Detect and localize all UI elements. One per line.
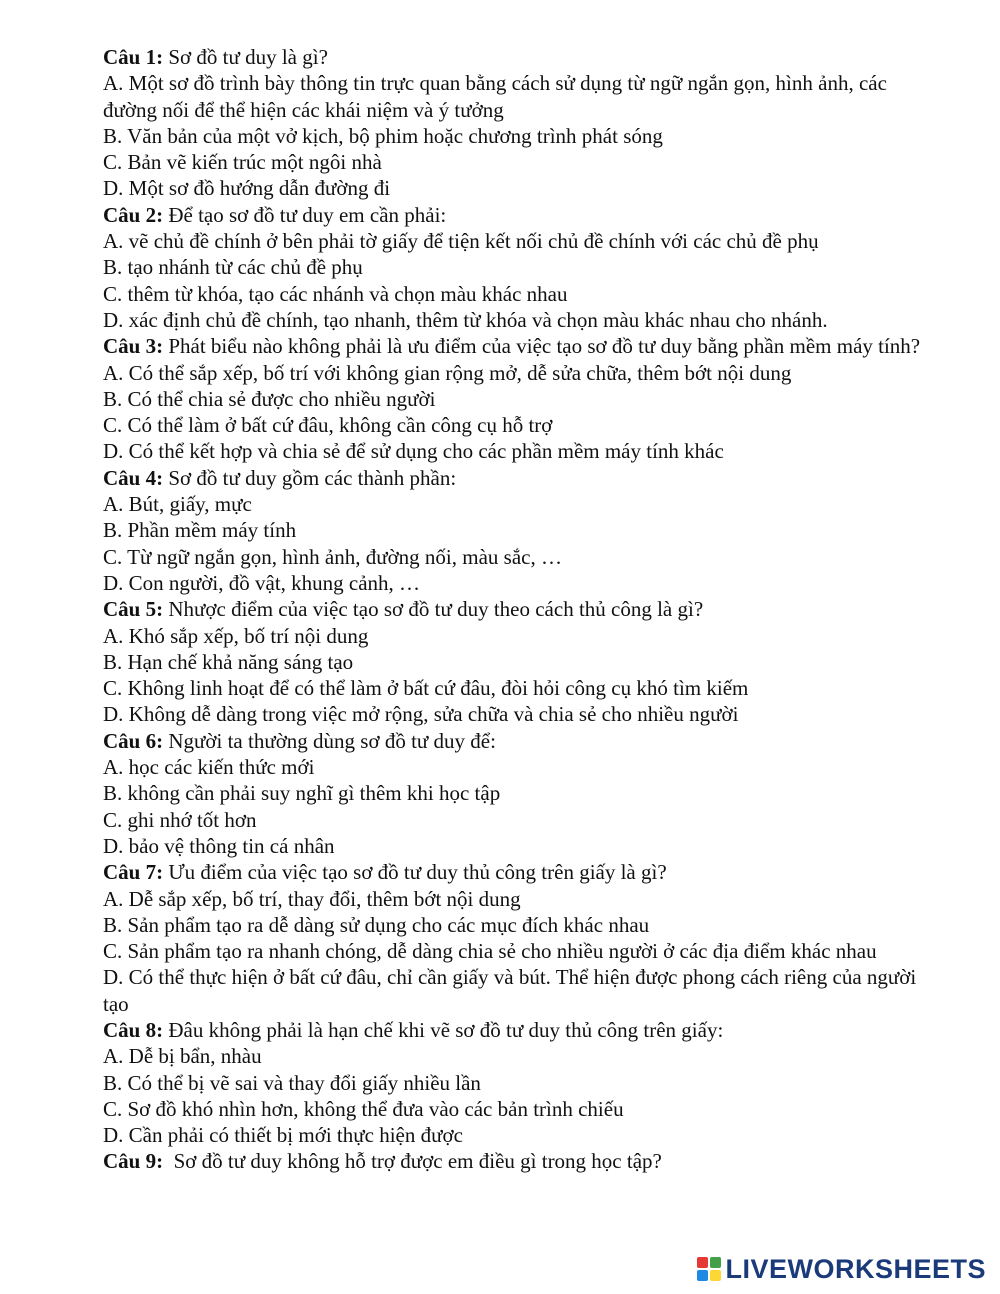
question-label: Câu 6:	[103, 728, 164, 753]
answer-option: D. Có thể kết hợp và chia sẻ để sử dụng cho các phần mềm máy tính khác	[103, 439, 724, 464]
answer-option: D. Cần phải có thiết bị mới thực hiện được	[103, 1123, 463, 1148]
answer-option: A. Dễ sắp xếp, bố trí, thay đổi, thêm bớt nội dung	[103, 886, 521, 911]
question-text: Để tạo sơ đồ tư duy em cần phải:	[163, 202, 447, 227]
answer-option: A. Bút, giấy, mực	[103, 492, 252, 517]
question-label: Câu 3:	[103, 334, 164, 359]
question-text: Sơ đồ tư duy là gì?	[163, 45, 328, 69]
answer-option: D. Không dễ dàng trong việc mở rộng, sửa chữa và chia sẻ cho nhiều người	[103, 702, 739, 727]
answer-option: D. bảo vệ thông tin cá nhân	[103, 833, 335, 858]
answer-option: D. Một sơ đồ hướng dẫn đường đi	[103, 176, 391, 201]
logo-square	[697, 1270, 708, 1281]
answer-option: C. Có thể làm ở bất cứ đâu, không cần công cụ hỗ trợ	[103, 413, 553, 438]
answer-option: C. Sản phẩm tạo ra nhanh chóng, dễ dàng chia sẻ cho nhiều người ở các địa điểm khác nhau	[103, 939, 877, 964]
answer-option: A. Một sơ đồ trình bày thông tin trực quan bằng cách sử dụng từ ngữ ngắn gọn, hình ảnh, các đường nối để thể hiện các khái niệm và ý tưởng	[103, 71, 887, 122]
answer-option: C. ghi nhớ tốt hơn	[103, 807, 257, 832]
answer-option: C. Không linh hoạt để có thể làm ở bất cứ đâu, đòi hỏi công cụ khó tìm kiếm	[103, 676, 749, 701]
answer-option: D. Có thể thực hiện ở bất cứ đâu, chỉ cần giấy và bút. Thể hiện được phong cách riêng của người tạo	[103, 965, 917, 1016]
answer-option: B. Hạn chế khả năng sáng tạo	[103, 649, 354, 674]
answer-option: D. xác định chủ đề chính, tạo nhanh, thêm từ khóa và chọn màu khác nhau cho nhánh.	[103, 307, 828, 332]
answer-option: C. Sơ đồ khó nhìn hơn, không thể đưa vào các bản trình chiếu	[103, 1096, 624, 1121]
logo-grid-icon	[697, 1257, 721, 1281]
question-label: Câu 2:	[103, 202, 164, 227]
answer-option: A. vẽ chủ đề chính ở bên phải tờ giấy để tiện kết nối chủ đề chính với các chủ đề phụ	[103, 229, 819, 254]
liveworksheets-logo	[697, 1252, 986, 1286]
answer-option: B. Có thể chia sẻ được cho nhiều người	[103, 386, 436, 411]
question-label: Câu 9:	[103, 1149, 164, 1174]
answer-option: A. Khó sắp xếp, bố trí nội dung	[103, 623, 369, 648]
logo-square	[710, 1270, 721, 1281]
question-label: Câu 5:	[103, 597, 164, 622]
question-label: Câu 7:	[103, 860, 164, 885]
question-label: Câu 1:	[103, 45, 164, 69]
question-7	[103, 859, 933, 885]
question-label: Câu 4:	[103, 465, 164, 490]
question-text: Ưu điểm của việc tạo sơ đồ tư duy thủ công trên giấy là gì?	[163, 860, 667, 885]
answer-option: C. Từ ngữ ngắn gọn, hình ảnh, đường nối, màu sắc, …	[103, 544, 562, 569]
question-1	[103, 44, 933, 70]
answer-option: B. Phần mềm máy tính	[103, 518, 297, 543]
question-5	[103, 596, 933, 622]
question-8	[103, 1017, 933, 1043]
question-text: Phát biểu nào không phải là ưu điểm của việc tạo sơ đồ tư duy bằng phần mềm máy tính?	[163, 334, 921, 359]
logo-square	[697, 1257, 708, 1268]
answer-option: D. Con người, đồ vật, khung cảnh, …	[103, 570, 421, 595]
answer-option: B. Sản phẩm tạo ra dễ dàng sử dụng cho các mục đích khác nhau	[103, 912, 650, 937]
answer-option: A. Có thể sắp xếp, bố trí với không gian rộng mở, dễ sửa chữa, thêm bớt nội dung	[103, 360, 792, 385]
answer-option: A. Dễ bị bẩn, nhàu	[103, 1044, 262, 1069]
question-label: Câu 8:	[103, 1017, 164, 1042]
question-text: Nhược điểm của việc tạo sơ đồ tư duy theo cách thủ công là gì?	[163, 597, 704, 622]
answer-option: A. học các kiến thức mới	[103, 755, 315, 780]
logo-text: LIVEWORKSHEETS	[725, 1253, 986, 1284]
answer-option: C. Bản vẽ kiến trúc một ngôi nhà	[103, 150, 382, 175]
question-2	[103, 202, 933, 228]
answer-option: B. Có thể bị vẽ sai và thay đổi giấy nhiều lần	[103, 1070, 481, 1095]
answer-option: B. Văn bản của một vở kịch, bộ phim hoặc chương trình phát sóng	[103, 123, 663, 148]
answer-option: C. thêm từ khóa, tạo các nhánh và chọn màu khác nhau	[103, 281, 568, 306]
question-6	[103, 728, 933, 754]
question-3	[103, 333, 933, 359]
logo-square	[710, 1257, 721, 1268]
answer-option: B. không cần phải suy nghĩ gì thêm khi học tập	[103, 781, 501, 806]
question-9	[103, 1148, 933, 1174]
question-text: Người ta thường dùng sơ đồ tư duy để:	[163, 728, 496, 753]
question-text: Sơ đồ tư duy gồm các thành phần:	[163, 465, 457, 490]
question-text: Sơ đồ tư duy không hỗ trợ được em điều gì trong học tập?	[163, 1149, 662, 1174]
question-4	[103, 465, 933, 491]
worksheet-page	[103, 44, 933, 1175]
answer-option: B. tạo nhánh từ các chủ đề phụ	[103, 255, 363, 280]
question-text: Đâu không phải là hạn chế khi vẽ sơ đồ tư duy thủ công trên giấy:	[163, 1017, 724, 1042]
